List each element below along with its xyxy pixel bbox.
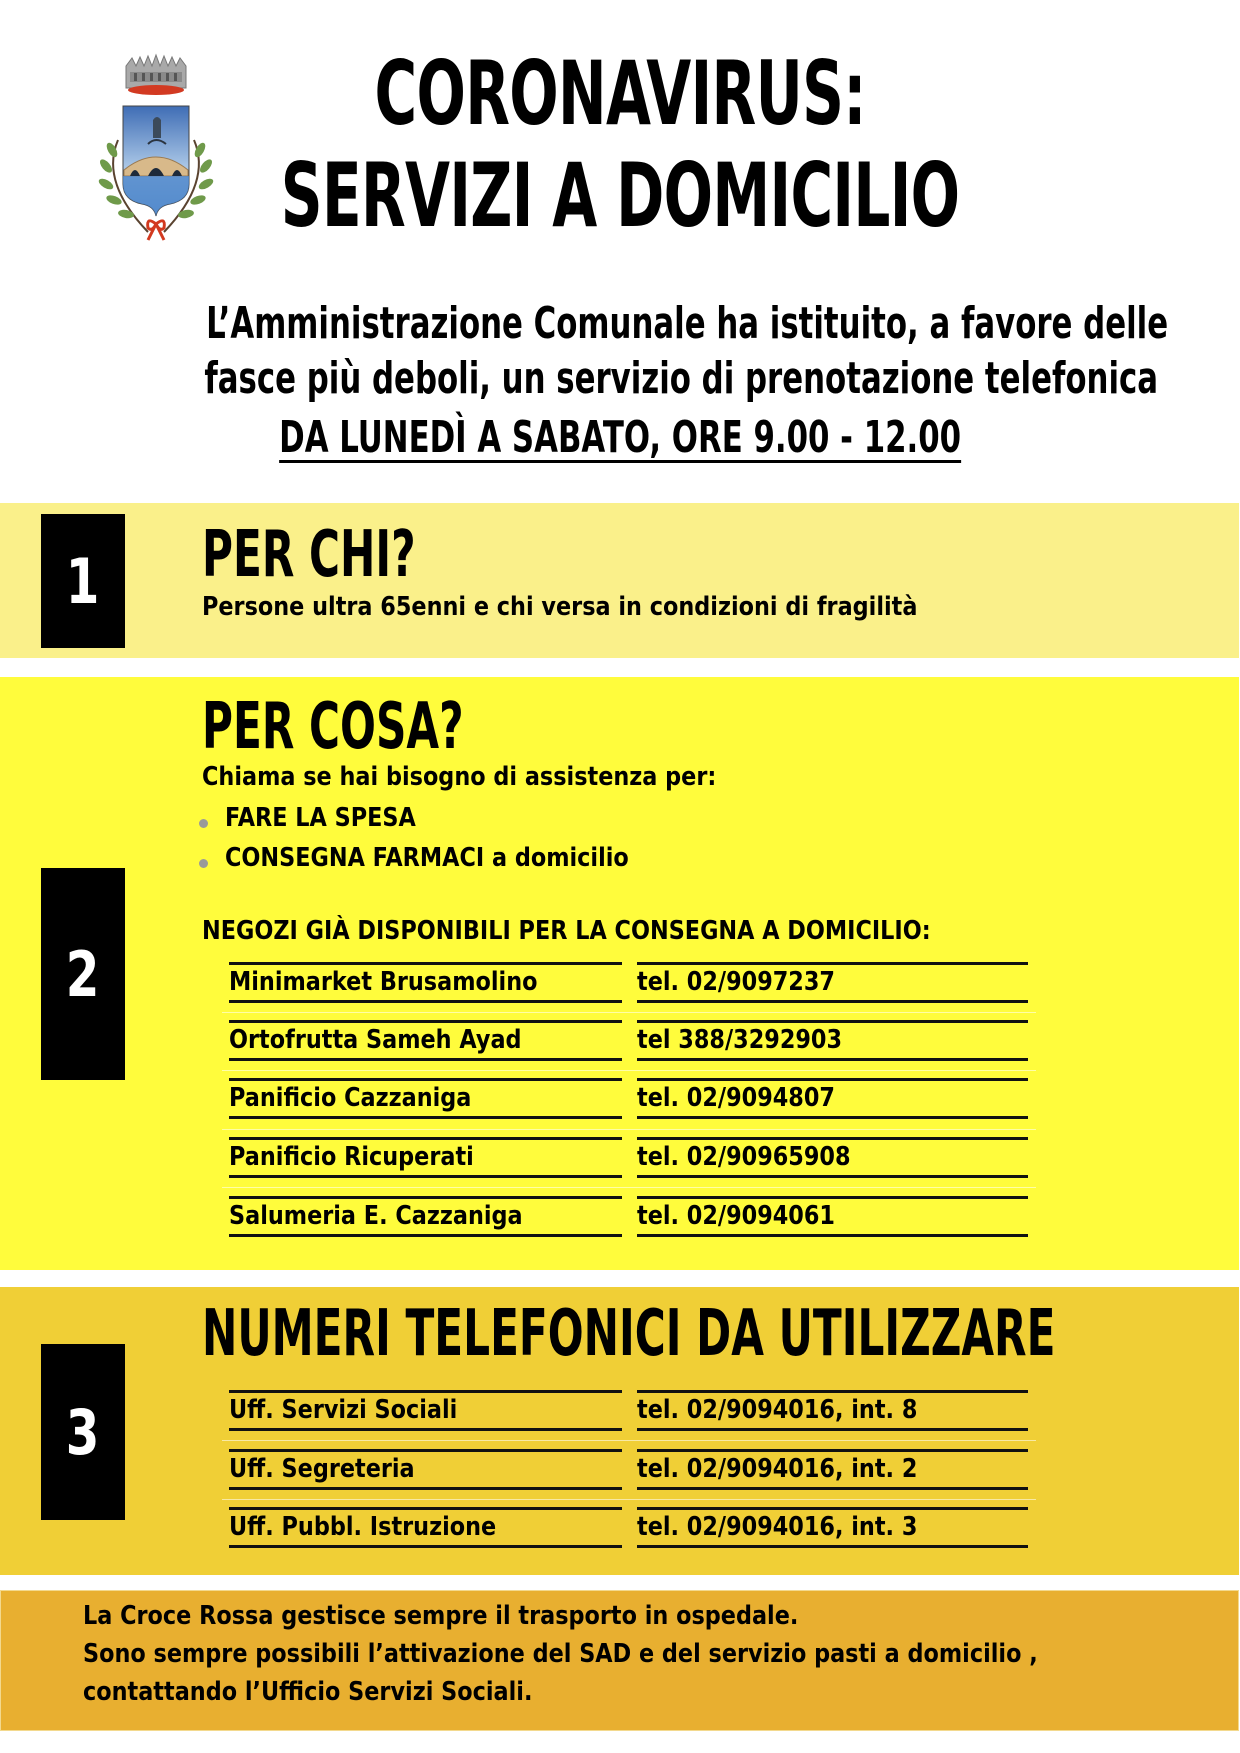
section-title-per-cosa: PER COSA? [202, 690, 464, 764]
footer-line-1: La Croce Rossa gestisce sempre il trasporto in ospedale. [83, 1601, 799, 1631]
shop-phone[interactable]: tel. 02/9094061 [637, 1196, 1028, 1237]
row-divider [222, 1070, 1036, 1071]
section-number-3: 3 [41, 1344, 125, 1520]
page-title-line-2: SERVIZI A DOMICILIO [280, 144, 960, 247]
shop-name: Minimarket Brusamolino [229, 962, 622, 1003]
shop-name: Salumeria E. Cazzaniga [229, 1196, 622, 1237]
office-phone[interactable]: tel. 02/9094016, int. 3 [637, 1507, 1028, 1548]
bullet-icon [199, 859, 208, 868]
office-phone[interactable]: tel. 02/9094016, int. 8 [637, 1390, 1028, 1431]
schedule-text: DA LUNEDÌ A SABATO, ORE 9.00 - 12.00 [278, 412, 961, 463]
target-audience-text: Persone ultra 65enni e chi versa in condizioni di fragilità [202, 592, 918, 622]
shop-phone[interactable]: tel. 02/9097237 [637, 962, 1028, 1003]
shop-phone[interactable]: tel. 02/9094807 [637, 1078, 1028, 1119]
intro-line-2: fasce più deboli, un servizio di prenotazione telefonica [204, 353, 1159, 404]
office-name: Uff. Segreteria [229, 1449, 622, 1490]
row-divider [222, 1187, 1036, 1188]
row-divider [222, 1129, 1036, 1130]
bullet-icon [199, 819, 208, 828]
intro-line-1: L’Amministrazione Comunale ha istituito, a favore delle [206, 298, 1169, 349]
shop-name: Panificio Cazzaniga [229, 1078, 622, 1119]
shop-phone[interactable]: tel 388/3292903 [637, 1020, 1028, 1061]
office-phone[interactable]: tel. 02/9094016, int. 2 [637, 1449, 1028, 1490]
section-per-chi [0, 503, 1239, 658]
section-number-1: 1 [41, 514, 125, 648]
footer-line-2: Sono sempre possibili l’attivazione del SAD e del servizio pasti a domicilio , [83, 1639, 1038, 1669]
section-number-2: 2 [41, 868, 125, 1080]
service-item-shopping: FARE LA SPESA [225, 803, 416, 833]
row-divider [222, 1012, 1036, 1013]
office-name: Uff. Pubbl. Istruzione [229, 1507, 622, 1548]
section-title-numeri: NUMERI TELEFONICI DA UTILIZZARE [202, 1297, 1056, 1371]
shop-name: Panificio Ricuperati [229, 1137, 622, 1178]
shops-heading: NEGOZI GIÀ DISPONIBILI PER LA CONSEGNA A DOMICILIO: [202, 916, 931, 946]
section-title-per-chi: PER CHI? [202, 518, 416, 592]
service-item-pharmacy: CONSEGNA FARMACI a domicilio [225, 843, 629, 873]
shop-name: Ortofrutta Sameh Ayad [229, 1020, 622, 1061]
row-divider [222, 1440, 1036, 1441]
assistance-lead-text: Chiama se hai bisogno di assistenza per: [202, 762, 717, 792]
office-name: Uff. Servizi Sociali [229, 1390, 622, 1431]
footer-line-3: contattando l’Ufficio Servizi Sociali. [83, 1677, 533, 1707]
shop-phone[interactable]: tel. 02/90965908 [637, 1137, 1028, 1178]
row-divider [222, 1499, 1036, 1500]
page-title-line-1: CORONAVIRUS: [374, 42, 866, 145]
